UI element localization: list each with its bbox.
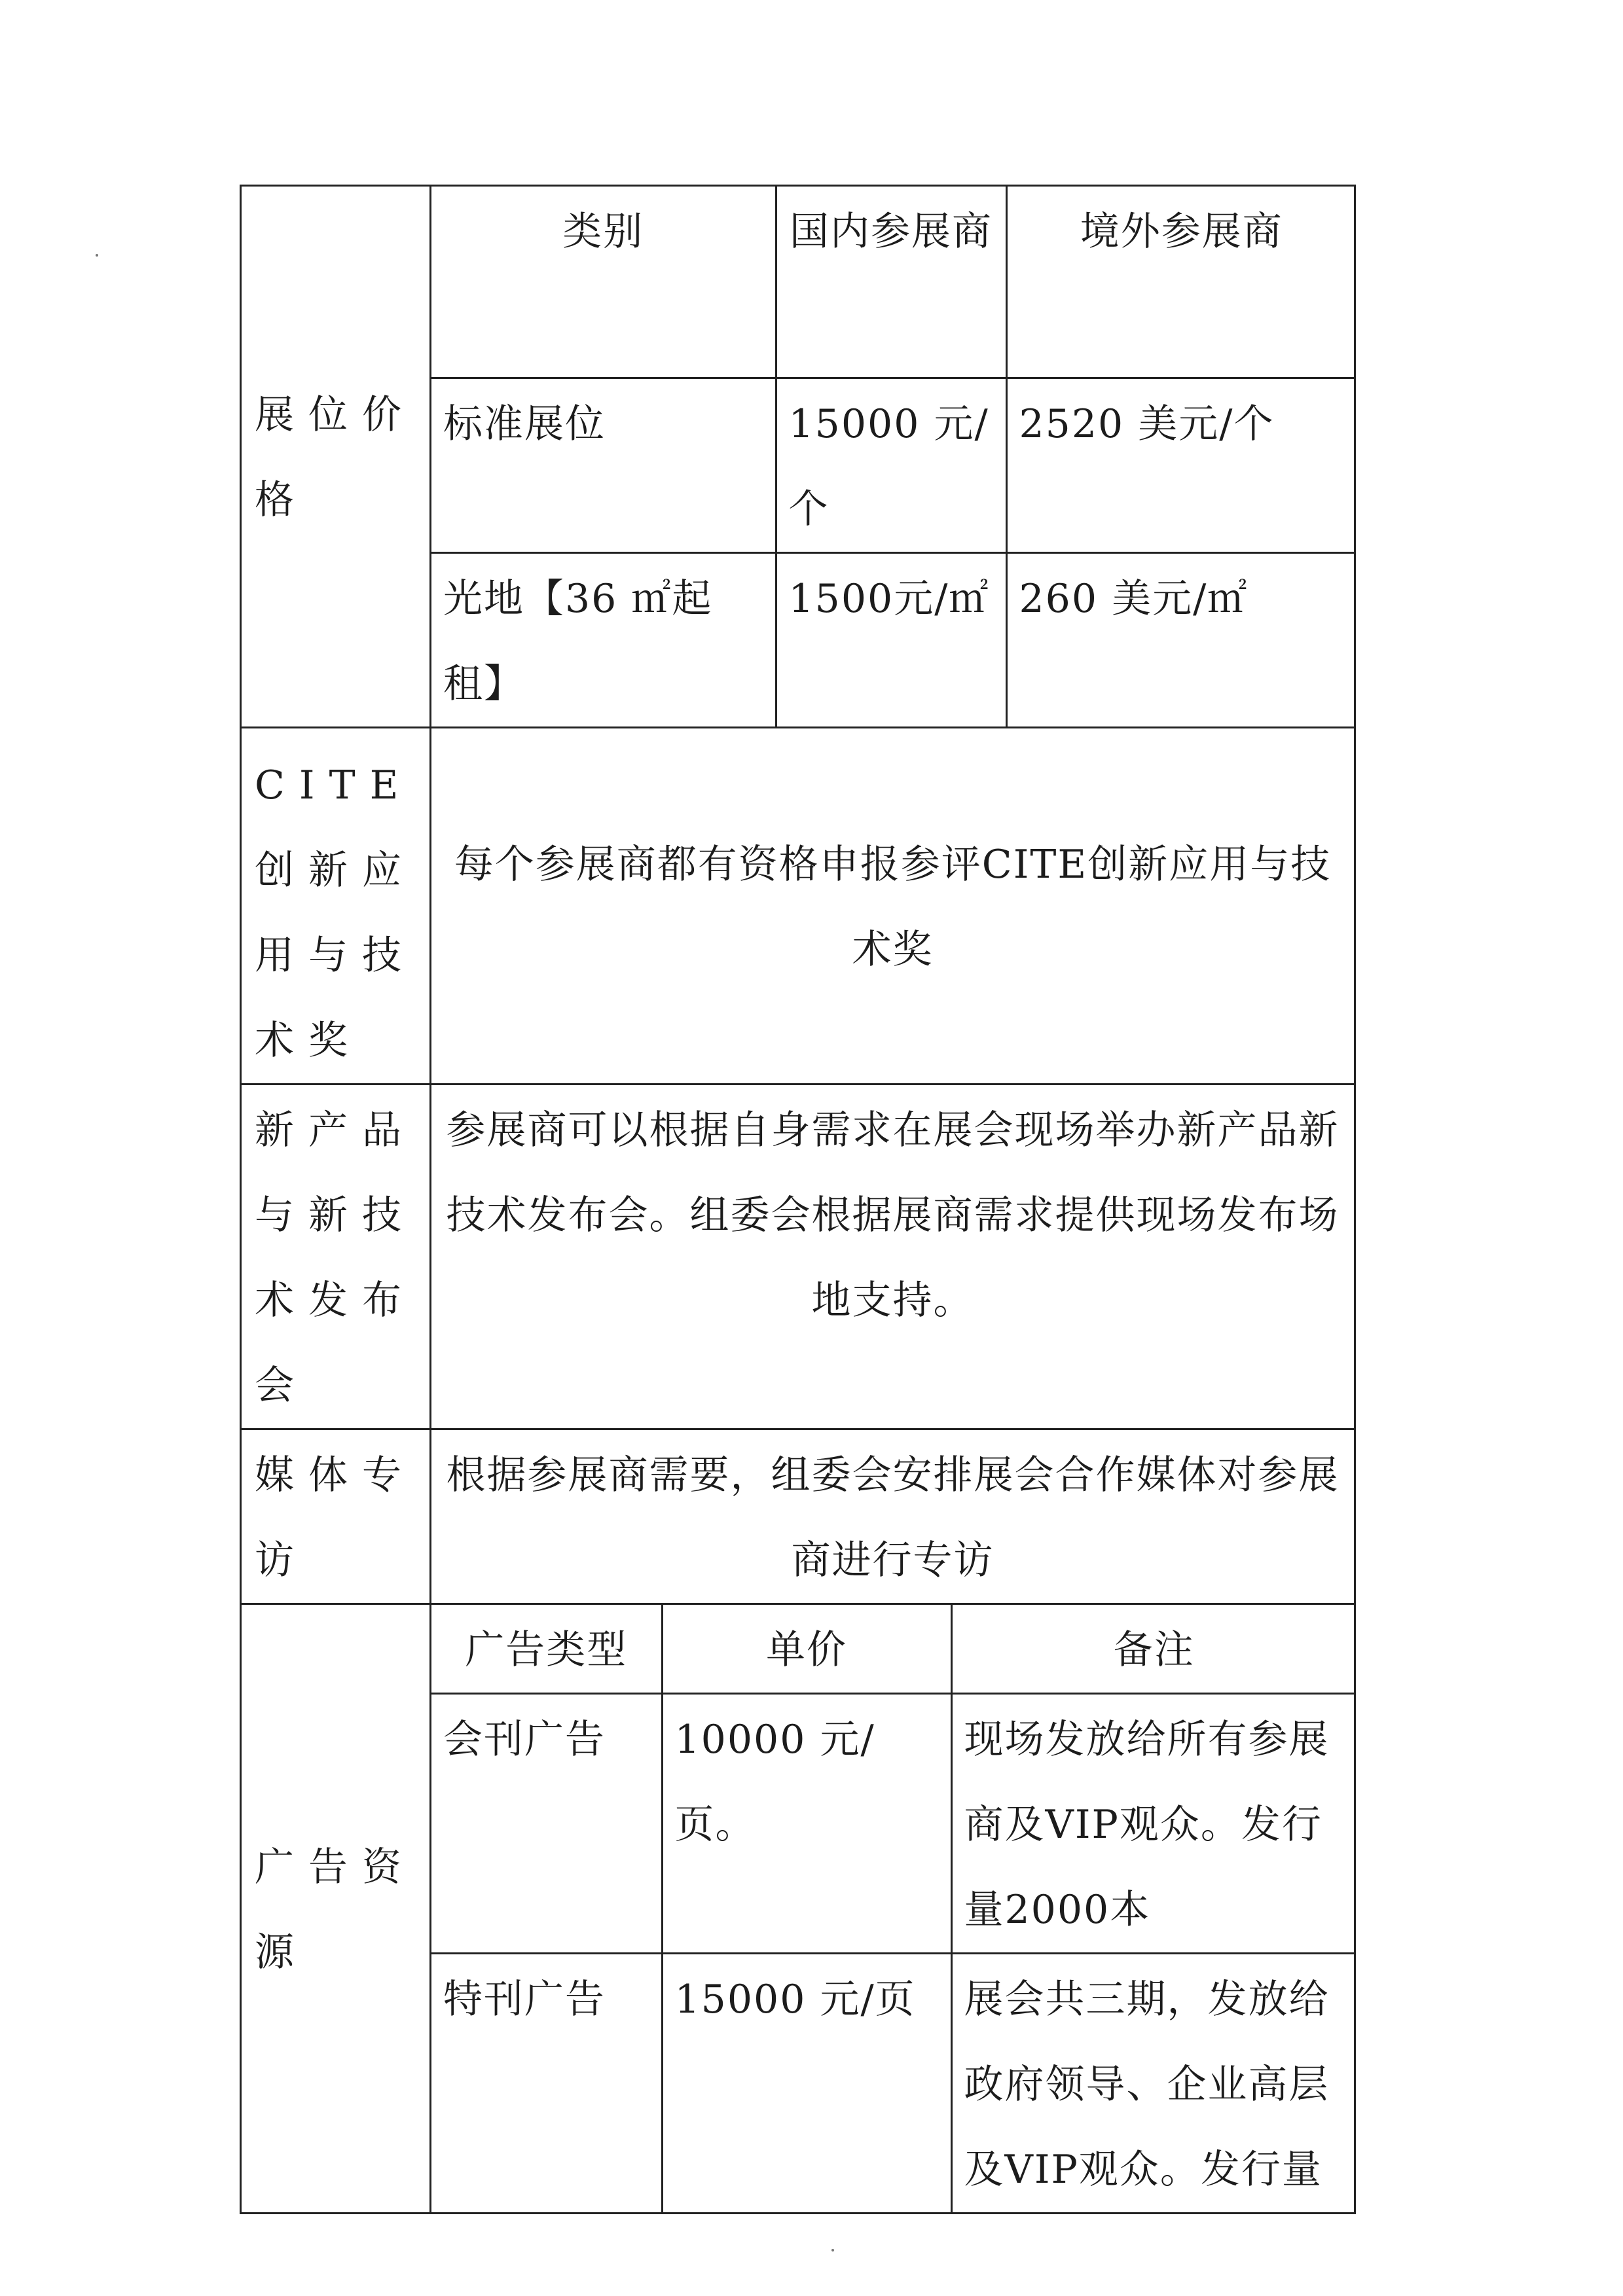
special-ad-type: 特刊广告 — [431, 1953, 662, 2212]
cite-award-text: 每个参展商都有资格申报参评CITE创新应用与技术奖 — [431, 727, 1355, 1084]
booth-price-header-row — [431, 187, 1356, 378]
scan-speck — [831, 2249, 834, 2251]
raw-space-domestic: 1500元/㎡ — [776, 552, 1006, 726]
catalog-ad-price: 10000 元/页。 — [662, 1693, 951, 1953]
booth-price-subtable — [431, 187, 1356, 726]
header-remarks: 备注 — [951, 1605, 1356, 1694]
raw-space-overseas: 260 美元/㎡ — [1006, 552, 1356, 726]
ad-row-special — [431, 1953, 1356, 2212]
launch-event-text: 参展商可以根据自身需求在展会现场举办新产品新技术发布会。组委会根据展商需求提供现场发布场地支持。 — [431, 1084, 1355, 1429]
header-ad-type: 广告类型 — [431, 1605, 662, 1694]
header-domestic: 国内参展商 — [776, 187, 1006, 378]
cite-award-row — [241, 727, 1355, 1084]
booth-price-row-raw-space — [431, 552, 1356, 726]
special-ad-remarks: 展会共三期，发放给政府领导、企业高层及VIP观众。发行量 — [951, 1953, 1356, 2212]
ad-header-row — [431, 1605, 1356, 1694]
launch-event-label: 新产品与新技术发布会 — [241, 1084, 431, 1429]
catalog-ad-remarks: 现场发放给所有参展商及VIP观众。发行量2000本 — [951, 1693, 1356, 1953]
media-interview-text: 根据参展商需要，组委会安排展会合作媒体对参展商进行专访 — [431, 1429, 1355, 1604]
booth-price-row-standard — [431, 378, 1356, 552]
booth-price-row — [241, 186, 1355, 728]
standard-booth-label: 标准展位 — [431, 378, 776, 552]
header-unit-price: 单价 — [662, 1605, 951, 1694]
catalog-ad-type: 会刊广告 — [431, 1693, 662, 1953]
scan-speck — [96, 254, 98, 257]
standard-booth-domestic: 15000 元/个 — [776, 378, 1006, 552]
booth-price-label: 展位价格 — [241, 186, 431, 728]
cite-award-label: CITE 创新应用与技术奖 — [241, 727, 431, 1084]
standard-booth-overseas: 2520 美元/个 — [1006, 378, 1356, 552]
raw-space-label: 光地【36 ㎡起租】 — [431, 552, 776, 726]
ad-row-catalog — [431, 1693, 1356, 1953]
media-interview-row — [241, 1429, 1355, 1604]
exhibition-info-table — [240, 185, 1356, 2214]
ad-resources-label: 广告资源 — [241, 1604, 431, 2213]
header-category: 类别 — [431, 187, 776, 378]
media-interview-label: 媒体专访 — [241, 1429, 431, 1604]
special-ad-price: 15000 元/页 — [662, 1953, 951, 2212]
ad-resources-subtable — [431, 1605, 1356, 2212]
header-overseas: 境外参展商 — [1006, 187, 1356, 378]
launch-event-row — [241, 1084, 1355, 1429]
ad-resources-row — [241, 1604, 1355, 2213]
